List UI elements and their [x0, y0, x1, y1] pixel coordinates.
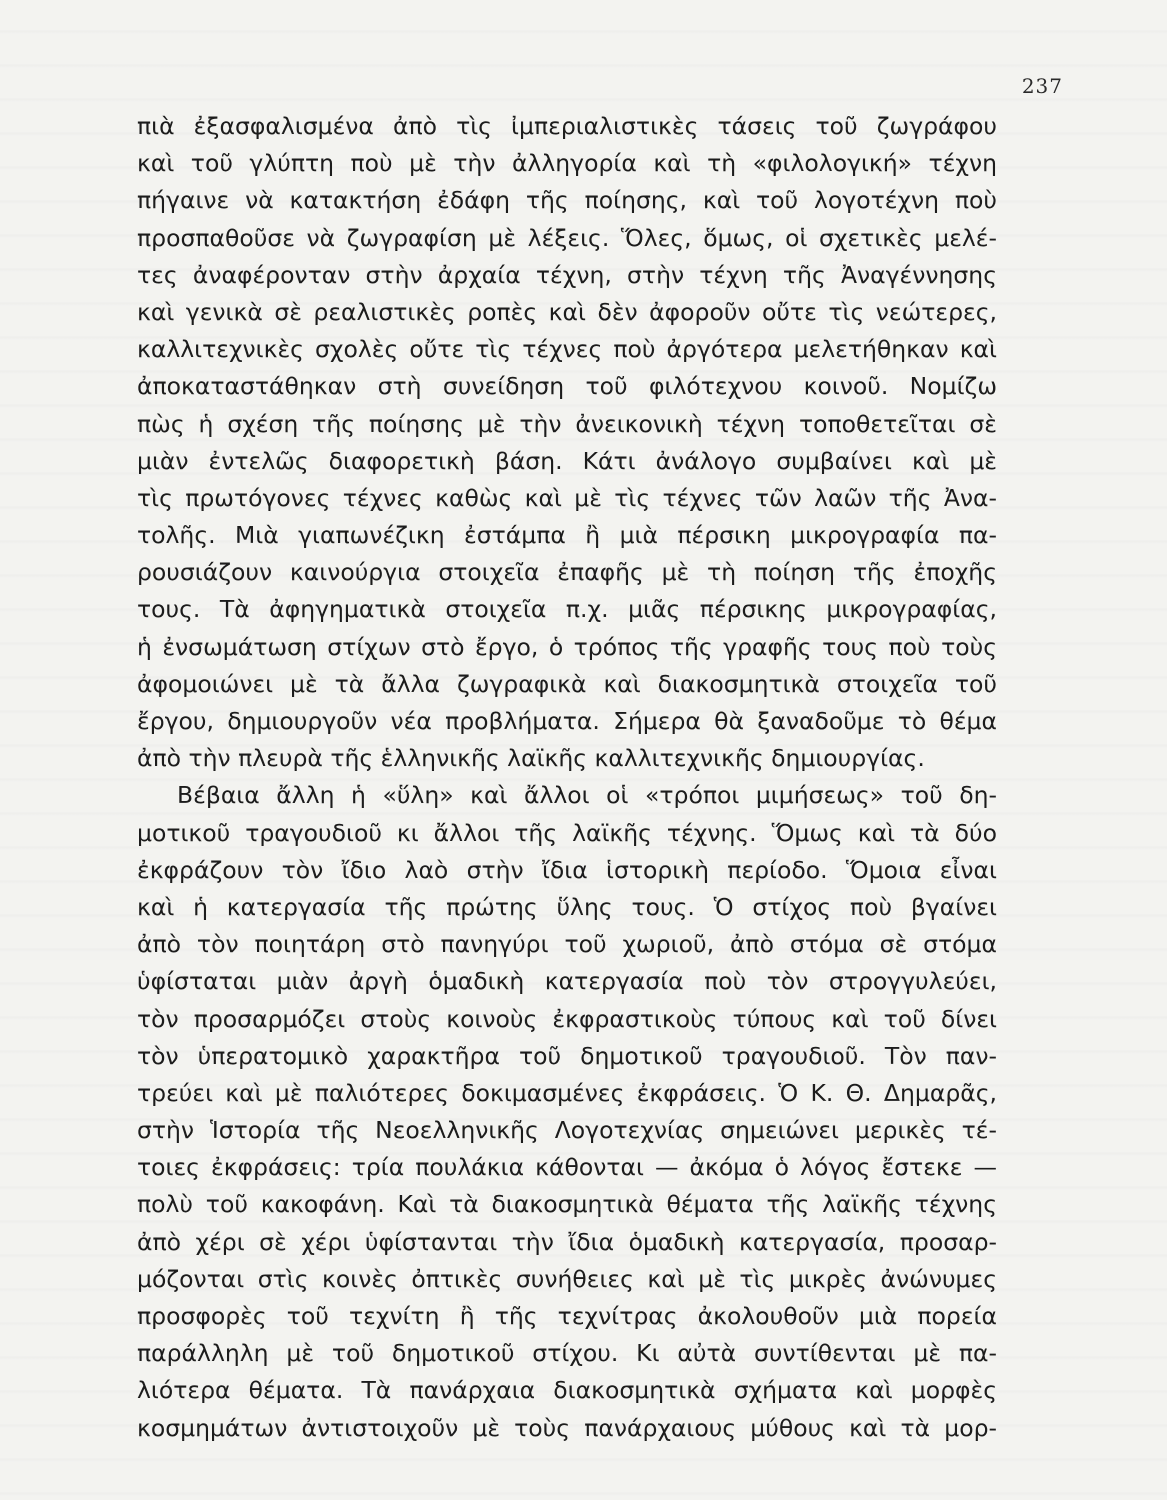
text-line: καὶ τοῦ γλύπτη ποὺ μὲ τὴν ἀλληγορία καὶ τὴ «φιλολογική» τέχνη: [137, 149, 997, 178]
text-line: τὶς πρωτόγονες τέχνες καθὼς καὶ μὲ τὶς τέχνες τῶν λαῶν τῆς Ἀνα-: [137, 483, 997, 512]
text-line: καὶ ἡ κατεργασία τῆς πρώτης ὕλης τους. Ὁ στίχος ποὺ βγαίνει: [137, 892, 997, 921]
text-line: τὸν ὑπερατομικὸ χαρακτῆρα τοῦ δημοτικοῦ τραγουδιοῦ. Τὸν παν-: [137, 1041, 997, 1070]
text-line: ἐκφράζουν τὸν ἴδιο λαὸ στὴν ἴδια ἱστορικὴ περίοδο. Ὅμοια εἶναι: [137, 855, 997, 884]
text-line: ἀπὸ τὸν ποιητάρη στὸ πανηγύρι τοῦ χωριοῦ, ἀπὸ στόμα σὲ στόμα: [137, 930, 997, 959]
text-line: τες ἀναφέρονταν στὴν ἀρχαία τέχνη, στὴν τέχνη τῆς Ἀναγέννησης: [137, 260, 997, 289]
text-line: λιότερα θέματα. Τὰ πανάρχαια διακοσμητικὰ σχήματα καὶ μορφὲς: [137, 1376, 997, 1405]
text-line: ρουσιάζουν καινούργια στοιχεῖα ἐπαφῆς μὲ τὴ ποίηση τῆς ἐποχῆς: [137, 558, 997, 587]
text-line: μοτικοῦ τραγουδιοῦ κι ἄλλοι τῆς λαϊκῆς τέχνης. Ὅμως καὶ τὰ δύο: [137, 818, 997, 847]
text-line: παράλληλη μὲ τοῦ δημοτικοῦ στίχου. Κι αὐτὰ συντίθενται μὲ πα-: [137, 1339, 997, 1368]
text-line: ἔργου, δημιουργοῦν νέα προβλήματα. Σήμερα θὰ ξαναδοῦμε τὸ θέμα: [137, 707, 997, 735]
text-line: πήγαινε νὰ κατακτήση ἐδάφη τῆς ποίησης, καὶ τοῦ λογοτέχνη ποὺ: [137, 186, 997, 215]
text-line: τοιες ἐκφράσεις: τρία πουλάκια κάθονται — ἀκόμα ὁ λόγος ἔστεκε —: [137, 1153, 997, 1182]
text-line: πιὰ ἐξασφαλισμένα ἀπὸ τὶς ἰμπεριαλιστικὲς τάσεις τοῦ ζωγράφου: [137, 112, 997, 140]
text-line: τους. Τὰ ἀφηγηματικὰ στοιχεῖα π.χ. μιᾶς πέρσικης μικρογραφίας,: [137, 595, 997, 624]
text-line: κοσμημάτων ἀντιστοιχοῦν μὲ τοὺς πανάρχαιους μύθους καὶ τὰ μορ-: [137, 1413, 997, 1442]
text-line: ἀφομοιώνει μὲ τὰ ἄλλα ζωγραφικὰ καὶ διακοσμητικὰ στοιχεῖα τοῦ: [137, 669, 997, 698]
text-line: τὸν προσαρμόζει στοὺς κοινοὺς ἐκφραστικοὺς τύπους καὶ τοῦ δίνει: [137, 1004, 997, 1033]
text-line: ἀποκαταστάθηκαν στὴ συνείδηση τοῦ φιλότεχνου κοινοῦ. Νομίζω: [137, 372, 997, 401]
text-line: στὴν Ἱστορία τῆς Νεοελληνικῆς Λογοτεχνίας σημειώνει μερικὲς τέ-: [137, 1116, 997, 1145]
page-number: 237: [1021, 74, 1063, 98]
text-line: πολὺ τοῦ κακοφάνη. Καὶ τὰ διακοσμητικὰ θέματα τῆς λαϊκῆς τέχνης: [137, 1190, 997, 1219]
body-text: [137, 108, 997, 1447]
text-line: μιὰν ἐντελῶς διαφορετικὴ βάση. Κάτι ἀνάλογο συμβαίνει καὶ μὲ: [137, 446, 997, 475]
paragraph-start-line: Βέβαια ἄλλη ἡ «ὕλη» καὶ ἄλλοι οἱ «τρόποι μιμήσεως» τοῦ δη-: [177, 781, 997, 810]
text-line: καλλιτεχνικὲς σχολὲς οὔτε τὶς τέχνες ποὺ ἀργότερα μελετήθηκαν καὶ: [137, 335, 997, 364]
text-line: ἡ ἐνσωμάτωση στίχων στὸ ἔργο, ὁ τρόπος τῆς γραφῆς τους ποὺ τοὺς: [137, 632, 997, 661]
text-line: μόζονται στὶς κοινὲς ὀπτικὲς συνήθειες καὶ μὲ τὶς μικρὲς ἀνώνυμες: [137, 1264, 997, 1293]
text-line: ἀπὸ χέρι σὲ χέρι ὑφίστανται τὴν ἴδια ὁμαδικὴ κατεργασία, προσαρ-: [137, 1227, 997, 1256]
text-line: πὼς ἡ σχέση τῆς ποίησης μὲ τὴν ἀνεικονικὴ τέχνη τοποθετεῖται σὲ: [137, 409, 997, 438]
text-line: τρεύει καὶ μὲ παλιότερες δοκιμασμένες ἐκφράσεις. Ὁ Κ. Θ. Δημαρᾶς,: [137, 1078, 997, 1107]
text-line: προσπαθοῦσε νὰ ζωγραφίση μὲ λέξεις. Ὅλες, ὅμως, οἱ σχετικὲς μελέ-: [137, 223, 997, 252]
text-line: προσφορὲς τοῦ τεχνίτη ἢ τῆς τεχνίτρας ἀκολουθοῦν μιὰ πορεία: [137, 1302, 997, 1330]
text-line: ὑφίσταται μιὰν ἀργὴ ὁμαδικὴ κατεργασία ποὺ τὸν στρογγυλεύει,: [137, 967, 997, 996]
text-line: ἀπὸ τὴν πλευρὰ τῆς ἑλληνικῆς λαϊκῆς καλλιτεχνικῆς δημιουργίας.: [137, 744, 925, 773]
text-line: καὶ γενικὰ σὲ ρεαλιστικὲς ροπὲς καὶ δὲν ἀφοροῦν οὔτε τὶς νεώτερες,: [137, 297, 997, 326]
text-line: τολῆς. Μιὰ γιαπωνέζικη ἐστάμπα ἢ μιὰ πέρσικη μικρογραφία πα-: [137, 521, 997, 550]
